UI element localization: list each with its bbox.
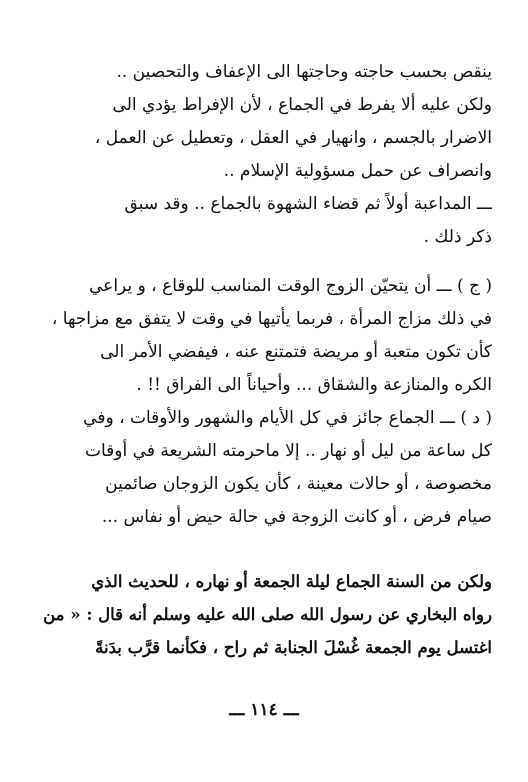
text-line: الاضرار بالجسم ، وانهيار في العقل ، وتعطيل عن العمل ،	[94, 128, 492, 148]
paragraph-point-c	[40, 270, 492, 402]
text-line: ( د ) ـــ الجماع جائز في كل الأيام والشهور والأوقات ، وفي	[83, 408, 492, 428]
text-line: وانصراف عن حمل مسؤولية الإسلام ..	[223, 161, 492, 181]
text-line: ولكن عليه ألا يفرط في الجماع ، لأن الإفراط يؤدي الى	[112, 95, 492, 115]
text-line: رواه البخاري عن رسول الله صلى الله عليه وسلم أنه قال : « من	[43, 605, 492, 624]
paragraph-point-d	[40, 402, 492, 534]
text-line: ولكن من السنة الجماع ليلة الجمعة أو نهاره ، للحديث الذي	[91, 572, 492, 591]
text-line: ـــ المداعبة أولاً ثم قضاء الشهوة بالجماع .. وقد سبق	[124, 194, 492, 214]
text-line: الكره والمنازعة والشقاق ... وأحياناً الى الفراق !! .	[136, 375, 492, 395]
text-line: مخصوصة ، أو حالات معينة ، كأن يكون الزوجان صائمين	[105, 474, 492, 494]
page-number: ـــ ١١٤ ـــ	[229, 700, 299, 720]
text-line: كأن تكون متعبة أو مريضة فتمتنع عنه ، فيفضي الأمر الى	[100, 342, 492, 362]
paragraph-hadith	[40, 565, 492, 664]
text-line: ينقص بحسب حاجته وحاجتها الى الإعفاف والتحصين ..	[116, 62, 492, 82]
text-line: ذكر ذلك .	[423, 227, 492, 247]
paragraph-foreplay	[40, 188, 492, 254]
paragraph-moderation	[40, 56, 492, 188]
text-line: في ذلك مزاج المرأة ، فربما يأتيها في وقت لا يتفق مع مزاجها ،	[51, 309, 492, 329]
text-line: ( ج ) ـــ أن يتحيّن الزوج الوقت المناسب للوقاع ، و يراعي	[89, 276, 492, 296]
text-line: صيام فرض ، أو كانت الزوجة في حالة حيض أو نفاس ...	[101, 507, 492, 527]
text-line: اغتسل يوم الجمعة غُسْلَ الجنابة ثم راح ، فكأنما قرَّب بدَنةً	[95, 638, 492, 657]
text-line: كل ساعة من ليل أو نهار .. إلا ماحرمته الشريعة في أوقات	[85, 441, 492, 461]
